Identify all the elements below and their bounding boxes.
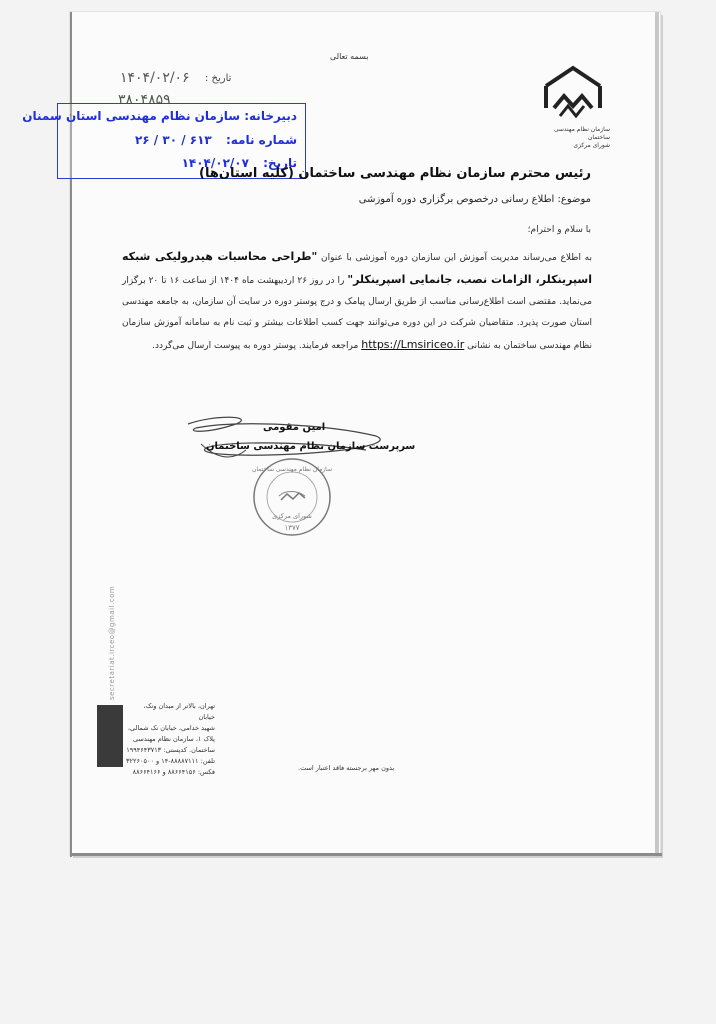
body-intro: به اطلاع می‌رساند مدیریت آموزش این سازمان دوره آموزشی با عنوان <box>320 253 592 263</box>
greeting: با سلام و احترام؛ <box>527 225 591 235</box>
stamp-secretariat: دبیرخانه: سازمان نظام مهندسی استان سمنان <box>22 109 297 123</box>
seal-top-text: سازمان نظام مهندسی ساختمان <box>251 466 333 473</box>
address-line: تلفن: ۸۸۸۸۷۱۱۱-۱۴ و ۳۲۲۶۰۵۰۰ <box>126 757 215 765</box>
seal-year: ۱۳۷۷ <box>284 524 300 532</box>
stamp-date-value: ۱۴۰۴/۰۲/۰۷ <box>181 156 249 170</box>
handwritten-number: ۳۸۰۴۸۵۹ <box>118 92 171 108</box>
signer-name: امین مقومی <box>263 422 326 433</box>
registration-link[interactable]: https://Lmsiriceo.ir <box>361 338 465 351</box>
seal-bottom-text: شورای مرکزی <box>272 512 312 520</box>
body-closing: مراجعه فرمایند. پوستر دوره به پیوست ارسال می‌گردد. <box>152 341 359 351</box>
address-line: تهران، بالاتر از میدان ونک، خیابان <box>143 702 215 721</box>
stamp-date-label: تاریخ: <box>263 156 297 170</box>
stamp-number-label: شماره نامه: <box>225 133 297 147</box>
course-title: "طراحی محاسبات هیدرولیکی شبکه اسپرینکلر، الزامات نصب، جانمایی اسپرینکلر" <box>122 250 593 286</box>
signer-title: سرپرست سازمان نظام مهندسی ساختمان <box>206 441 416 452</box>
barcode-block <box>97 705 123 767</box>
letter-body <box>122 246 592 357</box>
logo-caption <box>538 126 610 150</box>
address-line: فکس: ۸۸۶۶۴۱۵۶ و ۸۸۶۶۴۱۶۶ <box>132 768 215 776</box>
recipient: رئیس محترم سازمان نظام مهندسی ساختمان (کلیه استان‌ها) <box>199 166 591 181</box>
side-email: secretariat.irceo@gmail.com <box>108 585 116 700</box>
handwritten-date: ۱۴۰۴/۰۲/۰۶ <box>120 70 190 86</box>
subject: موضوع: اطلاع رسانی درخصوص برگزاری دوره آموزشی <box>358 194 591 205</box>
footer-validity-note: بدون مهر برجسته فاقد اعتبار است. <box>298 764 395 772</box>
footer-address <box>125 701 215 778</box>
official-seal-icon <box>251 456 333 538</box>
address-line: پلاک ۱، سازمان نظام مهندسی <box>132 735 215 743</box>
scan-edge-bottom <box>70 853 662 856</box>
logo-caption-line1: سازمان نظام مهندسی ساختمان <box>553 126 610 141</box>
handwritten-date-label: تاریخ : <box>205 73 232 84</box>
body-details: را در روز ۲۶ اردیبهشت ماه ۱۴۰۴ از ساعت ۱۶ تا ۲۰ برگزار می‌نماید. مقتضی است اطلاع‌رسانی مناسب از طریق ارسال پیامک و درج پوستر دوره در سایت آن سازمان، به جامعه مهندسی استان صورت پذیرد. متقاضیان شرکت در این دوره می‌توانند جهت کسب اطلاعات بیشتر و ثبت نام به سامانه آموزش سازمان نظام مهندسی ساختمان به نشانی <box>122 276 592 351</box>
stamp-number-value: ۶۱۳ / ۳۰ / ۲۶ <box>134 133 212 147</box>
scan-edge-right <box>655 12 659 857</box>
address-line: ساختمان. کدپستی: ۱۹۹۴۶۴۳۷۱۳ <box>126 746 215 754</box>
address-line: شهید خدامی، خیابان نک شمالی، <box>127 724 215 732</box>
stamp-number-row <box>135 133 297 147</box>
bismillah: بسمه تعالی <box>330 52 369 61</box>
organization-logo-icon <box>540 64 606 124</box>
logo-caption-line2: شورای مرکزی <box>573 142 610 149</box>
